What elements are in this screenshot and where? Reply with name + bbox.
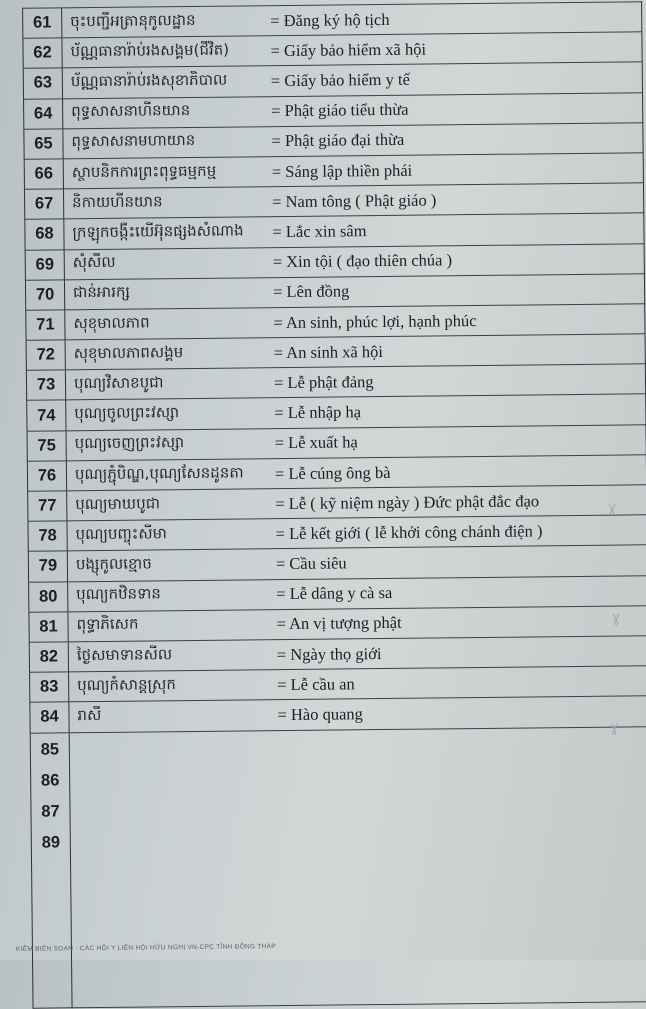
vietnamese-translation: = Ngày thọ giới <box>276 643 382 664</box>
khmer-term: រាសី <box>77 705 102 725</box>
row-number: 68 <box>25 219 64 250</box>
khmer-term: បុណ្យបញ្ចុះសីមា <box>75 524 167 544</box>
row-number: 69 <box>25 249 64 280</box>
row-number: 77 <box>28 491 67 522</box>
row-number: 73 <box>26 370 65 401</box>
khmer-term: និកាយហីនយាន <box>72 192 163 212</box>
khmer-term: បុណ្យភ្ជុំបិណ្ឌ,បុណ្យសែនដូនតា <box>74 462 244 483</box>
vietnamese-translation: = Sáng lập thiền phái <box>271 160 413 181</box>
vietnamese-translation: = Giấy bảo hiểm y tế <box>270 69 410 91</box>
vietnamese-translation: = Lắc xin sâm <box>272 221 367 242</box>
vietnamese-translation: = Lễ dâng y cà sa <box>276 583 393 604</box>
khmer-term: ប័ណ្ណធានារ៉ាប់រងសុខាភិបាល <box>70 70 228 91</box>
row-number: 85 <box>30 732 69 764</box>
khmer-term: ពុទ្ធសាសនាមហាយាន <box>71 131 196 151</box>
khmer-term: ស្ថាបនិកការព្រះពុទ្ធធម្មកម្ម <box>71 161 217 181</box>
vietnamese-translation: = Lễ kết giới ( lễ khởi công chánh điện ) <box>275 521 543 544</box>
vietnamese-translation: = Lên đồng <box>272 281 350 302</box>
khmer-term: បុណ្យចូលព្រះវស្សា <box>74 403 180 423</box>
vietnamese-translation: = Cầu siêu <box>275 553 347 574</box>
bleed-through-mark: ɣ <box>612 610 621 626</box>
row-number: 61 <box>23 8 62 39</box>
khmer-term: បង្សុកូលខ្មោច <box>75 554 152 574</box>
row-number: 78 <box>28 521 67 552</box>
row-number: 64 <box>24 98 63 129</box>
row-number: 81 <box>29 612 68 643</box>
khmer-term: ពុទ្ធសាសនាហីនយាន <box>71 101 191 121</box>
vietnamese-translation: = Lễ cầu an <box>277 674 355 694</box>
khmer-term: បុណ្យកំសាន្តស្រុក <box>77 675 176 695</box>
vietnamese-translation: = Phật giáo đại thừa <box>271 130 405 151</box>
row-number: 65 <box>24 129 63 160</box>
row-number: 71 <box>26 310 65 341</box>
khmer-term: ក្រឡុកចង្កឹះយើអ៊ុនផ្សងសំណាង <box>72 221 244 242</box>
row-number: 67 <box>24 189 63 220</box>
row-number: 75 <box>27 430 66 461</box>
row-number: 84 <box>30 702 69 733</box>
vietnamese-translation: = Hào quang <box>277 704 363 725</box>
row-number: 87 <box>31 795 70 827</box>
vietnamese-translation: = Lễ nhập hạ <box>274 402 362 423</box>
vietnamese-translation: = Giấy bảo hiểm xã hội <box>270 39 427 61</box>
vietnamese-translation: = An sinh xã hội <box>273 341 384 362</box>
khmer-term: បុណ្យកឋិនទាន <box>76 584 161 604</box>
khmer-term: បុណ្យមាឃបូជា <box>75 494 161 513</box>
row-number: 79 <box>28 551 67 582</box>
row-number: 74 <box>27 400 66 431</box>
row-number: 63 <box>23 68 62 99</box>
vietnamese-translation: = Phật giáo tiểu thừa <box>271 99 409 121</box>
vietnamese-translation: = An vị tượng phật <box>276 613 402 634</box>
page-footer: KIỂM BIÊN SOẠN · CÁC HỘI Y LIÊN HỘI HỮU NGHỊ VN-CPC TỈNH ĐỒNG THÁP <box>15 943 276 953</box>
row-number: 80 <box>29 581 68 612</box>
vietnamese-translation: = Lễ xuất hạ <box>274 432 358 453</box>
khmer-term: សុខុមាលភាពសង្គម <box>73 342 184 363</box>
khmer-term: សុខុមាលភាព <box>73 313 150 332</box>
vocabulary-table <box>22 1 646 1009</box>
row-number: 72 <box>26 340 65 371</box>
khmer-term: បុណ្យវិសាខបូជា <box>73 373 164 393</box>
vietnamese-translation: = Nam tông ( Phật giáo ) <box>272 190 437 211</box>
vietnamese-translation: = Lễ ( kỹ niệm ngày ) Đức phật đắc đạo <box>275 491 540 513</box>
khmer-term: ថ្ងៃសមាទានសីល <box>76 644 173 664</box>
khmer-term: បុណ្យចេញព្រះវស្សា <box>74 433 185 453</box>
row-number: 89 <box>31 826 70 858</box>
row-number <box>31 858 72 1009</box>
row-number: 86 <box>31 764 70 796</box>
vietnamese-translation: = Đăng ký hộ tịch <box>270 9 390 30</box>
bleed-through-mark: ɣ <box>608 500 617 516</box>
row-number: 82 <box>29 642 68 673</box>
row-number: 76 <box>27 461 66 492</box>
vietnamese-translation: = An sinh, phúc lợi, hạnh phúc <box>273 310 477 332</box>
khmer-term: សុំសីល <box>72 253 116 272</box>
row-number: 62 <box>23 38 62 69</box>
khmer-term: ប័ណ្ណធានារ៉ាប់រងសង្គម(ជីវិត) <box>70 40 230 61</box>
row-number: 83 <box>30 672 69 703</box>
empty-row <box>31 851 646 1008</box>
khmer-term: ចុះបញ្ជីអត្រានុកូលដ្ឋាន <box>70 10 196 30</box>
vietnamese-translation: = Lễ cúng ông bà <box>274 462 391 483</box>
row-entry <box>70 851 646 1008</box>
vietnamese-translation: = Xin tội ( đạo thiên chúa ) <box>272 250 453 272</box>
khmer-term: ពុទ្ធាភិសេក <box>76 615 139 634</box>
row-number: 66 <box>24 159 63 190</box>
bleed-through-mark: ɣ <box>610 720 619 736</box>
row-number: 70 <box>25 280 64 311</box>
khmer-term: ជាន់អារក្ស <box>72 283 131 302</box>
vietnamese-translation: = Lễ phật đảng <box>273 372 374 393</box>
